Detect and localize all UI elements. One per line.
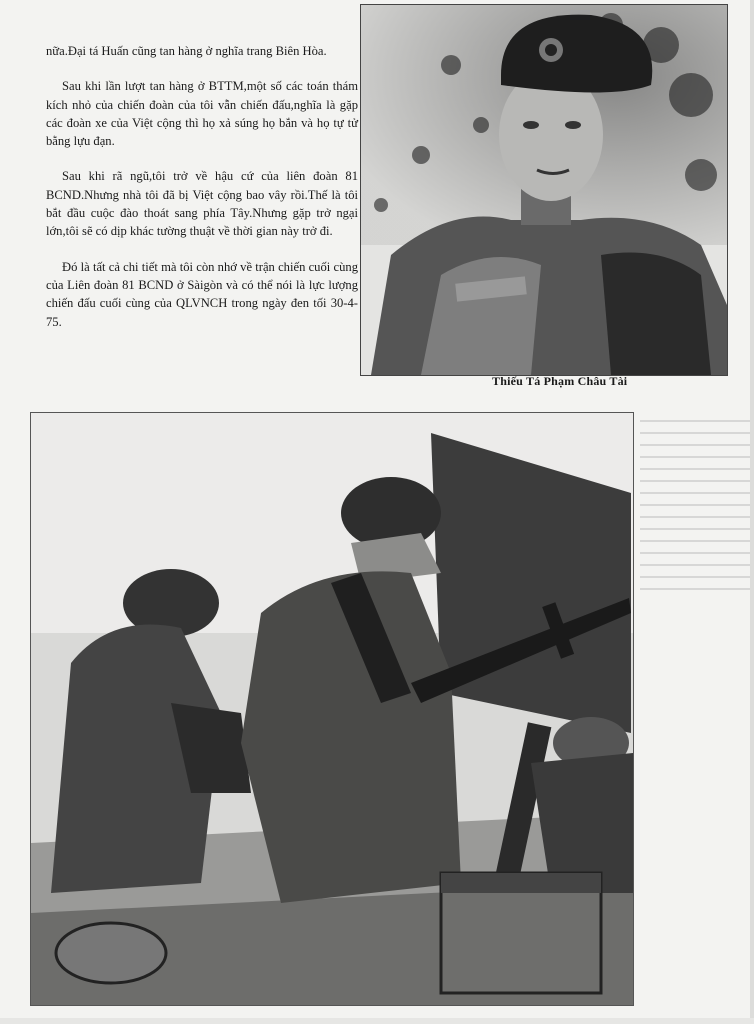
combat-photo: [30, 412, 634, 1006]
paragraph-2: Sau khi lần lượt tan hàng ở BTTM,một số các toán thám kích nhỏ của chiến đoàn của tôi vẫn chiến đấu,nghĩa là gặp các đoàn xe của Việt cộng thì họ xả súng họ bắn và họ tự tử bằng lựu đạn.: [46, 79, 358, 149]
paragraph-3: Sau khi rã ngũ,tôi trở về hậu cứ của liên đoàn 81 BCND.Nhưng nhà tôi đã bị Việt cộng bao vây rồi.Thế là tôi bắt đầu cuộc đào thoát sang phía Tây.Nhưng gặp trở ngại lớn,tôi sẽ có dịp khác tường thuật về thời gian này trở đi.: [46, 169, 358, 239]
scan-edge-right: [750, 0, 754, 1024]
portrait-caption: Thiếu Tá Phạm Châu Tài: [492, 374, 628, 388]
portrait-photo: [360, 4, 728, 376]
bleed-through-text: [640, 420, 750, 720]
paragraph-1: nữa.Đại tá Huấn cũng tan hàng ở nghĩa trang Biên Hòa.: [46, 44, 327, 58]
scan-edge-bottom: [0, 1018, 754, 1024]
article-text-column: [46, 42, 358, 348]
paragraph-4: Đó là tất cả chi tiết mà tôi còn nhớ về trận chiến cuối cùng của Liên đoàn 81 BCND ở Sàigòn và có thể nói là lực lượng chiến đấu cuối cùng của QLVNCH trong ngày đen tối 30-4-75.: [46, 259, 358, 329]
